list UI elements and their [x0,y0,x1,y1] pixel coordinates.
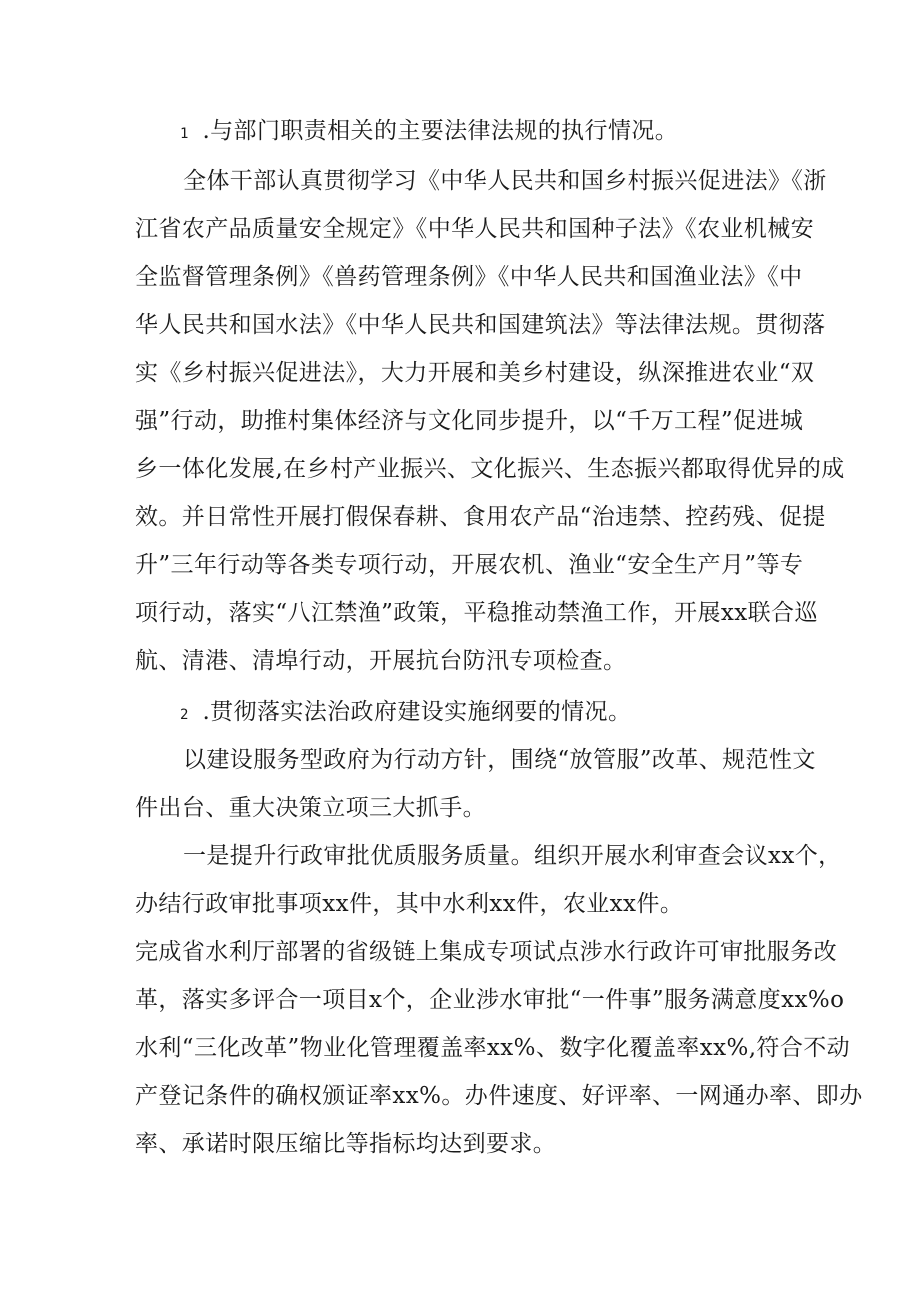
section-1-paragraph-line: 强”行动，助推村集体经济与文化同步提升，以“千万工程”促进城 [135,408,804,434]
section-2-intro-line: 以建设服务型政府为行动方针，围绕“放管服”改革、规范性文 [183,747,816,773]
section-2-number: 2 [180,707,189,723]
section-1-paragraph-line: 华人民共和国水法》《中华人民共和国建筑法》等法律法规。贯彻落 [135,312,826,338]
section-2-heading [180,697,631,730]
section-2-continuation-line: 产登记条件的确权颁证率xx%。办件速度、好评率、一网通办率、即办 [135,1083,863,1109]
section-1-paragraph-line: 实《乡村振兴促进法》，大力开展和美乡村建设，纵深推进农业“双 [135,360,815,386]
section-1-paragraph-line: 效。并日常性开展打假保春耕、食用农产品“治违禁、控药残、促提 [135,504,826,530]
section-1-heading [180,116,678,149]
section-1-paragraph-line: 江省农产品质量安全规定》《中华人民共和国种子法》《农业机械安 [135,216,814,242]
section-1-paragraph-line: 项行动，落实“八江禁渔”政策，平稳推动禁渔工作，开展xx联合巡 [135,600,818,626]
section-1-paragraph-line: 全体干部认真贯彻学习《中华人民共和国乡村振兴促进法》《浙 [183,168,827,194]
section-2-intro-line: 件出台、重大决策立项三大抓手。 [135,795,486,821]
section-2-continuation-line: 水利“三化改革”物业化管理覆盖率xx%、数字化覆盖率xx%,符合不动 [135,1035,851,1061]
section-1-number: 1 [180,126,189,142]
section-1-paragraph-line: 升”三年行动等各类专项行动，开展农机、渔业“安全生产月”等专 [135,552,804,578]
section-2-continuation-line: 率、承诺时限压缩比等指标均达到要求。 [135,1131,557,1157]
section-2-continuation-line: 完成省水利厅部署的省级链上集成专项试点涉水行政许可审批服务改 [135,939,837,965]
section-2-continuation-line: 革，落实多评合一项目x个，企业涉水审批“一件事”服务满意度xx%o [135,987,845,1013]
section-1-heading-text: .与部门职责相关的主要法律法规的执行情况。 [202,118,679,144]
section-1-paragraph-line: 全监督管理条例》《兽药管理条例》《中华人民共和国渔业法》《中 [135,264,803,290]
section-1-paragraph-line: 航、清港、清埠行动，开展抗台防汛专项检查。 [135,648,627,674]
section-2-item-1-line: 办结行政审批事项xx件，其中水利xx件，农业xx件。 [135,891,684,917]
section-1-paragraph-line: 乡一体化发展,在乡村产业振兴、文化振兴、生态振兴都取得优异的成 [135,456,845,482]
section-2-item-1-line: 一是提升行政审批优质服务质量。组织开展水利审查会议xx个， [183,843,842,869]
section-2-heading-text: .贯彻落实法治政府建设实施纲要的情况。 [202,699,632,725]
